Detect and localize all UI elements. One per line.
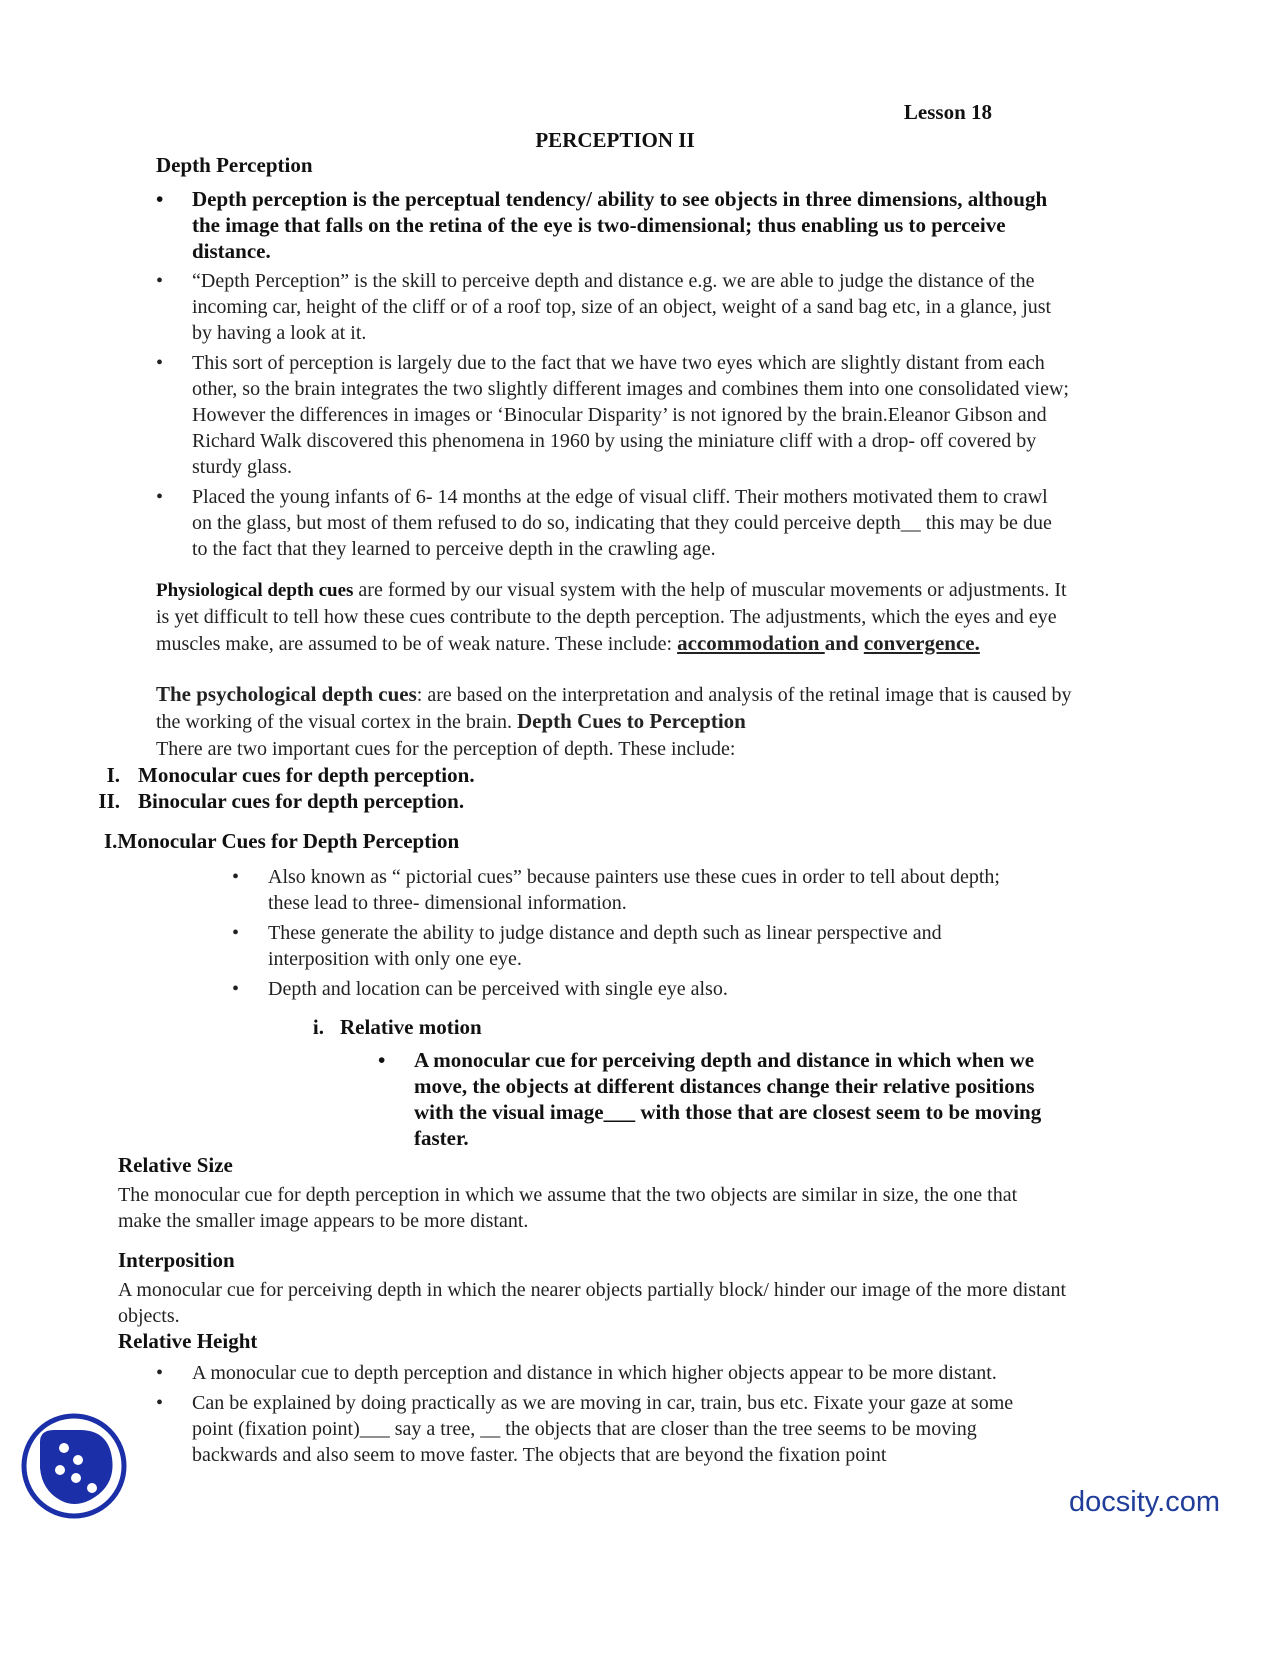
- roman-cue-list: I. Monocular cues for depth perception. II. Binocular cues for depth perception.: [98, 763, 475, 813]
- list-item: • Depth and location can be perceived with single eye also.: [232, 978, 728, 1000]
- depth-perception-heading: Depth Perception: [156, 153, 313, 177]
- psychological-term: The psychological depth cues: [156, 682, 417, 706]
- relative-motion-heading: Relative motion: [340, 1015, 482, 1039]
- relative-motion-section: i. Relative motion: [300, 1014, 1080, 1040]
- physiological-paragraph: Physiological depth cues are formed by our visual system with the help of muscular movements or adjustments. It is yet difficult to tell how these cues contribute to the depth perception. The adjustments, which the eyes and eye muscles make, are assumed to be of weak nature. These include: accommodation and convergence.: [156, 579, 1067, 655]
- list-item: • Placed the young infants of 6- 14 months at the edge of visual cliff. Their mothers motivated them to crawl on the glass, but most of them refused to do so, indicating that they could perceive depth__ this may be due to the fact that they learned to perceive depth in the crawling age.: [156, 486, 1052, 560]
- list-item: • Can be explained by doing practically as we are moving in car, train, bus etc. Fixate your gaze at some point (fixation point)___ say a tree, __ the objects that are closer than the tree seems to be moving backwards and also seem to move faster. The objects that are beyond the fixation point: [156, 1392, 1014, 1466]
- monocular-bullet-list: [232, 864, 1028, 1002]
- lesson-number: Lesson 18: [903, 100, 992, 124]
- list-item: • “Depth Perception” is the skill to perceive depth and distance e.g. we are able to judge the distance of the incoming car, height of the cliff or of a roof top, size of an object, weight of a sand bag etc, in a glance, just by having a look at it.: [156, 270, 1052, 344]
- list-item: • Also known as “ pictorial cues” because painters use these cues in order to tell about depth; these lead to three- dimensional information.: [232, 866, 1000, 914]
- relative-size-heading: Relative Size: [118, 1153, 233, 1177]
- docsity-logo-icon: [20, 1412, 128, 1520]
- psychological-paragraph: The psychological depth cues: are based on the interpretation and analysis of the retinal image that is caused by the working of the visual cortex in the brain. Depth Cues to Perception: [156, 682, 1072, 733]
- list-item: • A monocular cue for perceiving depth and distance in which when we move, the objects at different distances change their relative positions with the visual image___ with those that are closest seem to be moving faster.: [378, 1048, 1042, 1150]
- list-item: • This sort of perception is largely due to the fact that we have two eyes which are slightly distant from each other, so the brain integrates the two slightly different images and combines them into one consolidated view; However the differences in images or ‘Binocular Disparity’ is not ignored by the brain.Eleanor Gibson and Richard Walk discovered this phenomena in 1960 by using the miniature cliff with a drop- off covered by sturdy glass.: [156, 352, 1069, 478]
- list-item: • Depth perception is the perceptual tendency/ ability to see objects in three dimensions, although the image that falls on the retina of the eye is two-dimensional; thus enabling us to perceive distance.: [156, 187, 1048, 263]
- list-item: • A monocular cue to depth perception and distance in which higher objects appear to be more distant.: [156, 1362, 997, 1384]
- relative-motion-list: [378, 1047, 1064, 1151]
- interposition-heading: Interposition: [118, 1248, 235, 1272]
- list-item: • These generate the ability to judge distance and depth such as linear perspective and interposition with only one eye.: [232, 922, 942, 970]
- relative-height-heading: Relative Height: [118, 1329, 258, 1353]
- accommodation-term: accommodation: [677, 631, 825, 655]
- relative-size-text: The monocular cue for depth perception in which we assume that the two objects are similar in size, the one that make the smaller image appears to be more distant.: [118, 1184, 1018, 1232]
- docsity-brand-link[interactable]: docsity.com: [1069, 1486, 1220, 1518]
- relative-height-list: [156, 1360, 1042, 1468]
- two-cues-intro: There are two important cues for the perception of depth. These include:: [156, 738, 736, 760]
- page-title: PERCEPTION II: [535, 128, 695, 152]
- monocular-heading: I.Monocular Cues for Depth Perception: [104, 829, 460, 853]
- list-item: Binocular cues for depth perception.: [138, 789, 465, 813]
- convergence-term: convergence.: [863, 631, 980, 655]
- depth-cues-heading: Depth Cues to Perception: [517, 709, 746, 733]
- list-item: Monocular cues for depth perception.: [138, 763, 475, 787]
- depth-bullet-list: [156, 186, 1072, 562]
- physiological-term: Physiological depth cues: [156, 580, 354, 601]
- interposition-text: A monocular cue for perceiving depth in which the nearer objects partially block/ hinder our image of the more distant objects.: [118, 1279, 1067, 1327]
